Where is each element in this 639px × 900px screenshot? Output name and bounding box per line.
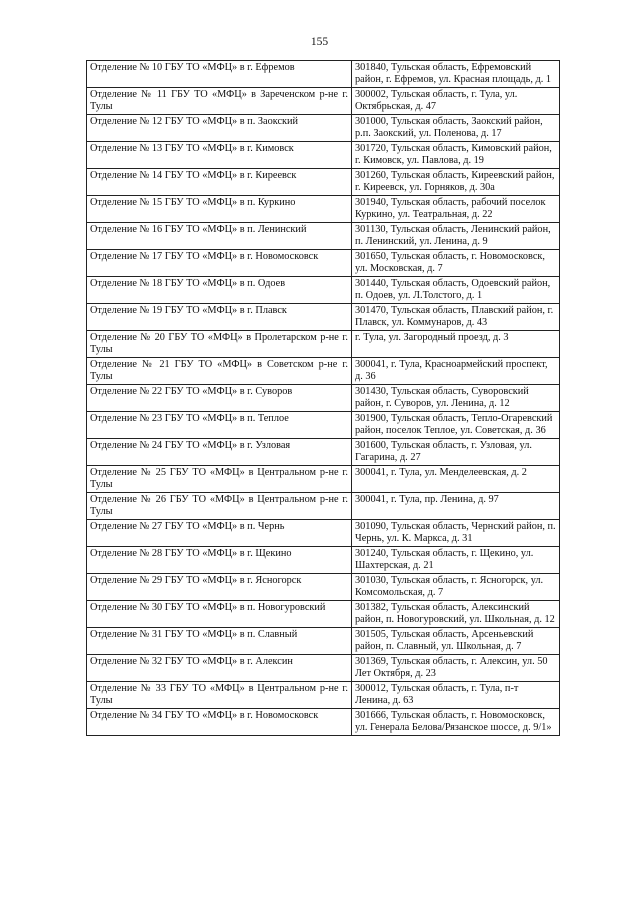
office-address-cell: 301940, Тульская область, рабочий поселок Куркино, ул. Театральная, д. 22: [352, 196, 560, 223]
table-row: [87, 277, 560, 304]
table-row: [87, 574, 560, 601]
office-name-cell: Отделение № 16 ГБУ ТО «МФЦ» в п. Ленинский: [87, 223, 352, 250]
office-name-cell: Отделение № 23 ГБУ ТО «МФЦ» в п. Теплое: [87, 412, 352, 439]
table-row: [87, 439, 560, 466]
office-address-cell: 300041, г. Тула, Красноармейский проспект, д. 36: [352, 358, 560, 385]
office-name-cell: Отделение № 30 ГБУ ТО «МФЦ» в п. Новогуровский: [87, 601, 352, 628]
office-name-cell: Отделение № 24 ГБУ ТО «МФЦ» в г. Узловая: [87, 439, 352, 466]
office-address-cell: 300041, г. Тула, пр. Ленина, д. 97: [352, 493, 560, 520]
office-name-cell: Отделение № 21 ГБУ ТО «МФЦ» в Советском р-не г. Тулы: [87, 358, 352, 385]
office-name-cell: Отделение № 29 ГБУ ТО «МФЦ» в г. Ясногорск: [87, 574, 352, 601]
table-row: [87, 331, 560, 358]
office-address-cell: 301000, Тульская область, Заокский район, р.п. Заокский, ул. Поленова, д. 17: [352, 115, 560, 142]
table-row: [87, 358, 560, 385]
table-row: [87, 601, 560, 628]
table-row: [87, 115, 560, 142]
table-row: [87, 250, 560, 277]
office-name-cell: Отделение № 12 ГБУ ТО «МФЦ» в п. Заокский: [87, 115, 352, 142]
office-address-cell: 301090, Тульская область, Чернский район, п. Чернь, ул. К. Маркса, д. 31: [352, 520, 560, 547]
table-row: [87, 223, 560, 250]
office-address-cell: 301720, Тульская область, Кимовский район, г. Кимовск, ул. Павлова, д. 19: [352, 142, 560, 169]
office-address-cell: 301470, Тульская область, Плавский район, г. Плавск, ул. Коммунаров, д. 43: [352, 304, 560, 331]
office-address-cell: 300041, г. Тула, ул. Менделеевская, д. 2: [352, 466, 560, 493]
office-address-cell: 301382, Тульская область, Алексинский район, п. Новогуровский, ул. Школьная, д. 12: [352, 601, 560, 628]
office-name-cell: Отделение № 14 ГБУ ТО «МФЦ» в г. Киреевск: [87, 169, 352, 196]
table-row: [87, 466, 560, 493]
office-name-cell: Отделение № 28 ГБУ ТО «МФЦ» в г. Щекино: [87, 547, 352, 574]
office-name-cell: Отделение № 19 ГБУ ТО «МФЦ» в г. Плавск: [87, 304, 352, 331]
table-row: [87, 493, 560, 520]
office-address-cell: 301505, Тульская область, Арсеньевский район, п. Славный, ул. Школьная, д. 7: [352, 628, 560, 655]
table-row: [87, 196, 560, 223]
office-name-cell: Отделение № 25 ГБУ ТО «МФЦ» в Центральном р-не г. Тулы: [87, 466, 352, 493]
office-name-cell: Отделение № 13 ГБУ ТО «МФЦ» в г. Кимовск: [87, 142, 352, 169]
office-address-cell: 301260, Тульская область, Киреевский район, г. Киреевск, ул. Горняков, д. 30а: [352, 169, 560, 196]
table-row: [87, 61, 560, 88]
table-row: [87, 169, 560, 196]
office-name-cell: Отделение № 15 ГБУ ТО «МФЦ» в п. Куркино: [87, 196, 352, 223]
office-address-cell: 301600, Тульская область, г. Узловая, ул. Гагарина, д. 27: [352, 439, 560, 466]
table-row: [87, 88, 560, 115]
office-address-cell: 300012, Тульская область, г. Тула, п-т Ленина, д. 63: [352, 682, 560, 709]
office-address-cell: 301666, Тульская область, г. Новомосковск, ул. Генерала Белова/Рязанское шоссе, д. 9/1»: [352, 709, 560, 736]
office-address-cell: 301840, Тульская область, Ефремовский район, г. Ефремов, ул. Красная площадь, д. 1: [352, 61, 560, 88]
office-name-cell: Отделение № 32 ГБУ ТО «МФЦ» в г. Алексин: [87, 655, 352, 682]
office-name-cell: Отделение № 31 ГБУ ТО «МФЦ» в п. Славный: [87, 628, 352, 655]
office-address-cell: 301430, Тульская область, Суворовский район, г. Суворов, ул. Ленина, д. 12: [352, 385, 560, 412]
table-row: [87, 709, 560, 736]
table-row: [87, 412, 560, 439]
office-address-cell: 301900, Тульская область, Тепло-Огаревский район, поселок Теплое, ул. Советская, д. 36: [352, 412, 560, 439]
table-row: [87, 655, 560, 682]
table-row: [87, 682, 560, 709]
office-name-cell: Отделение № 26 ГБУ ТО «МФЦ» в Центральном р-не г. Тулы: [87, 493, 352, 520]
office-address-cell: 301030, Тульская область, г. Ясногорск, ул. Комсомольская, д. 7: [352, 574, 560, 601]
office-name-cell: Отделение № 22 ГБУ ТО «МФЦ» в г. Суворов: [87, 385, 352, 412]
office-name-cell: Отделение № 10 ГБУ ТО «МФЦ» в г. Ефремов: [87, 61, 352, 88]
office-name-cell: Отделение № 33 ГБУ ТО «МФЦ» в Центральном р-не г. Тулы: [87, 682, 352, 709]
table-row: [87, 142, 560, 169]
office-address-cell: 301240, Тульская область, г. Щекино, ул. Шахтерская, д. 21: [352, 547, 560, 574]
offices-table: [86, 60, 560, 736]
office-address-cell: 301650, Тульская область, г. Новомосковск, ул. Московская, д. 7: [352, 250, 560, 277]
office-address-cell: г. Тула, ул. Загородный проезд, д. 3: [352, 331, 560, 358]
table-row: [87, 628, 560, 655]
table-row: [87, 520, 560, 547]
office-name-cell: Отделение № 34 ГБУ ТО «МФЦ» в г. Новомосковск: [87, 709, 352, 736]
offices-table-body: [87, 61, 560, 736]
office-address-cell: 300002, Тульская область, г. Тула, ул. Октябрьская, д. 47: [352, 88, 560, 115]
office-name-cell: Отделение № 17 ГБУ ТО «МФЦ» в г. Новомосковск: [87, 250, 352, 277]
office-name-cell: Отделение № 11 ГБУ ТО «МФЦ» в Зареченском р-не г. Тулы: [87, 88, 352, 115]
office-address-cell: 301440, Тульская область, Одоевский район, п. Одоев, ул. Л.Толстого, д. 1: [352, 277, 560, 304]
office-address-cell: 301369, Тульская область, г. Алексин, ул. 50 Лет Октября, д. 23: [352, 655, 560, 682]
table-row: [87, 547, 560, 574]
office-name-cell: Отделение № 20 ГБУ ТО «МФЦ» в Пролетарском р-не г. Тулы: [87, 331, 352, 358]
table-row: [87, 304, 560, 331]
office-address-cell: 301130, Тульская область, Ленинский район, п. Ленинский, ул. Ленина, д. 9: [352, 223, 560, 250]
office-name-cell: Отделение № 27 ГБУ ТО «МФЦ» в п. Чернь: [87, 520, 352, 547]
office-name-cell: Отделение № 18 ГБУ ТО «МФЦ» в п. Одоев: [87, 277, 352, 304]
page-number: 155: [310, 36, 329, 48]
table-row: [87, 385, 560, 412]
